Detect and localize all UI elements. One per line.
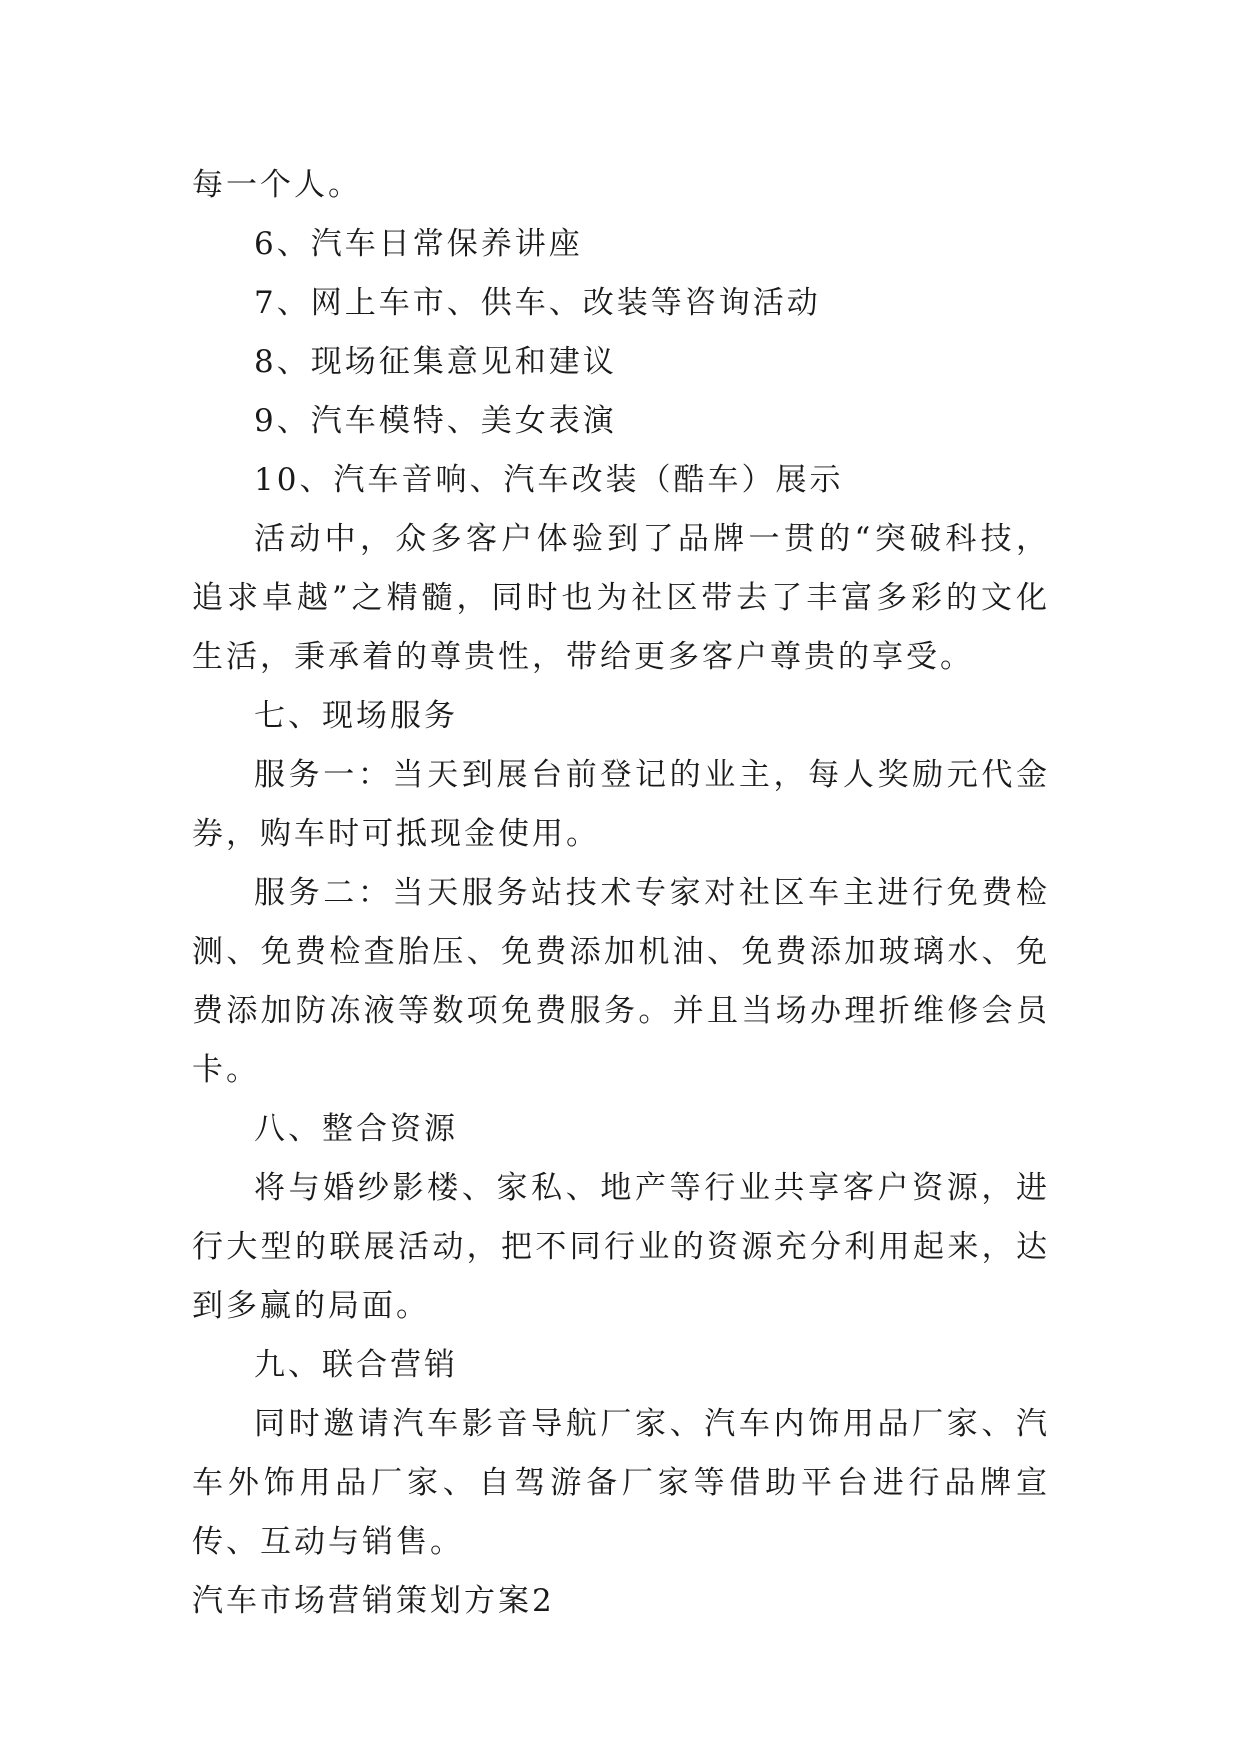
list-item-10: 10、汽车音响、汽车改装（酷车）展示 [254,462,844,498]
paragraph-continuation: 每一个人。 [192,167,362,203]
paragraph-integrate-resources: 将与婚纱影楼、家私、地产等行业共享客户资源，进行大型的联展活动，把不同行业的资源充分利用起来，达到多赢的局面。 [192,1170,1050,1324]
section-heading-joint-marketing: 九、联合营销 [254,1347,458,1383]
paragraph-service-one: 服务一：当天到展台前登记的业主，每人奖励元代金券，购车时可抵现金使用。 [192,757,1050,852]
paragraph-activity-summary: 活动中，众多客户体验到了品牌一贯的“突破科技，追求卓越”之精髓，同时也为社区带去了丰富多彩的文化生活，秉承着的尊贵性，带给更多客户尊贵的享受。 [192,521,1050,675]
list-item-9: 9、汽车模特、美女表演 [254,403,617,439]
list-item-8: 8、现场征集意见和建议 [254,344,617,380]
document-page [192,156,1050,1631]
section-heading-integrate-resources: 八、整合资源 [254,1111,458,1147]
section-heading-onsite-service: 七、现场服务 [254,698,458,734]
document-title-next: 汽车市场营销策划方案2 [192,1583,555,1619]
list-item-6: 6、汽车日常保养讲座 [254,226,583,262]
list-item-7: 7、网上车市、供车、改装等咨询活动 [254,285,821,321]
paragraph-joint-marketing: 同时邀请汽车影音导航厂家、汽车内饰用品厂家、汽车外饰用品厂家、自驾游备厂家等借助平台进行品牌宣传、互动与销售。 [192,1406,1050,1560]
paragraph-service-two: 服务二：当天服务站技术专家对社区车主进行免费检测、免费检查胎压、免费添加机油、免费添加玻璃水、免费添加防冻液等数项免费服务。并且当场办理折维修会员卡。 [192,875,1050,1088]
